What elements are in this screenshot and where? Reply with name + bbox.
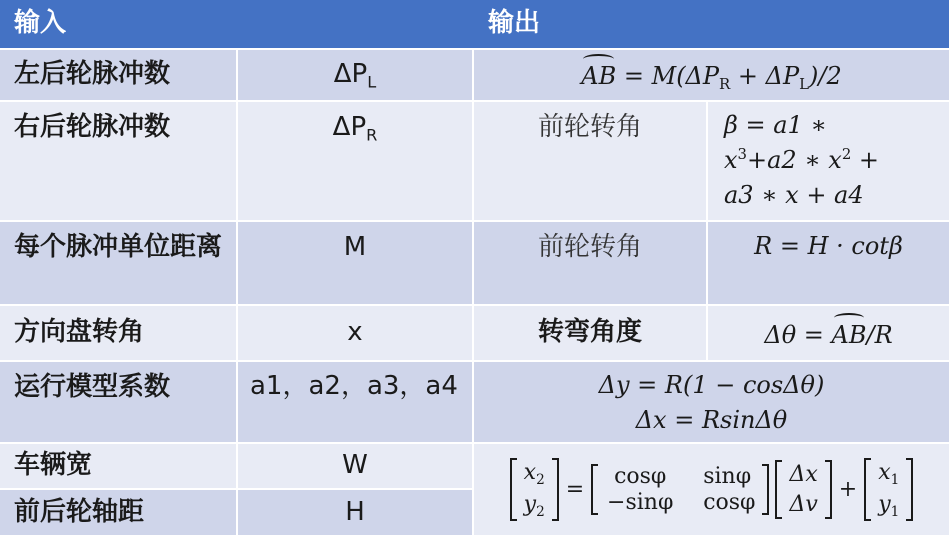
label-turn-angle: 转弯角度 [474,306,706,360]
label-right-rear-pulses: 右后轮脉冲数 [0,102,236,220]
matrix-delta [775,460,831,519]
label-distance-per-pulse: 每个脉冲单位距离 [0,222,236,304]
arc-mid: + ΔP [730,61,800,90]
label-model-coefficients: 运行模型系数 [0,362,236,442]
formula-rotation-matrix: $x_2$ $y_2$ = cosφ sinφ −sinφ cosφ Δx Δv + $x_1$ $y_1$ [474,444,949,535]
formula-delta-theta [708,306,949,360]
header-output: 输出 [474,0,949,48]
delta-x: Δx [789,461,818,487]
arc-rhs: = M(ΔP [616,61,720,90]
label-vehicle-width: 车辆宽 [0,444,236,488]
lhs-x-sub: 2 [536,472,545,489]
lhs-x: x [523,460,537,486]
symbol-text: ΔP [333,58,368,89]
symbol-subscript: L [367,72,377,92]
rhs-x: x [878,460,891,486]
symbol-delta-pl [238,50,472,100]
r2c1: −sinφ [607,489,674,515]
beta-x: x [724,145,738,174]
dtheta-rhs: /R [866,320,893,349]
beta-line-1: β = a1 ∗ [724,111,827,139]
lhs-y-sub: 2 [536,503,545,520]
formula-delta-y: Δy = R(1 − cosΔθ) [598,371,825,399]
r2c2: cosφ [703,489,756,515]
symbol-delta-pr [238,102,472,220]
symbol-coefficients: a1，a2，a3，a4 [238,362,472,442]
symbol-w: W [238,444,472,488]
label-front-wheel-angle-2: 前轮转角 [474,222,706,304]
arc-ab: AB [581,56,616,92]
beta-sup-2: 2 [841,144,852,163]
beta-line-3: a3 ∗ x + a4 [724,180,864,209]
matrix-rhs [864,458,913,520]
r1c1: cosφ [614,464,667,490]
symbol-x: x [238,306,472,360]
dtheta-lhs: Δθ = [764,320,832,349]
rhs-y-sub: 1 [890,503,900,520]
rhs-y: y [878,491,891,517]
symbol-h: H [238,490,472,535]
label-wheelbase: 前后轮轴距 [0,490,236,535]
symbol-text: ΔP [332,112,367,142]
label-front-wheel-angle-1: 前轮转角 [474,102,706,220]
arc-sub-r: R [719,75,731,94]
beta-sup-3: 3 [737,144,748,163]
beta-a2x: +a2 ∗ x [747,145,842,174]
arc-sub-l: L [799,75,809,94]
delta-v: Δv [789,491,818,517]
label-left-rear-pulses: 左后轮脉冲数 [0,50,236,100]
arc-end: )/2 [809,61,842,90]
symbol-subscript: R [366,125,378,145]
dtheta-arc-ab: AB [832,315,867,351]
formula-delta-x: Δx = RsinΔθ [635,405,788,434]
rhs-x-sub: 1 [890,472,900,489]
label-steering-wheel-angle: 方向盘转角 [0,306,236,360]
matrix-rotation [591,464,769,515]
lhs-y: y [523,491,537,517]
beta-plus: + [851,145,880,174]
formula-delta-xy [474,362,949,442]
r1c2: sinφ [703,464,752,490]
symbol-m: M [238,222,472,304]
formula-beta [708,102,949,220]
matrix-lhs [510,458,559,520]
formula-radius: R = H · cotβ [708,222,949,304]
beta-line-2 [724,143,939,178]
formula-arc-length [474,50,949,100]
header-input: 输入 [0,0,474,48]
